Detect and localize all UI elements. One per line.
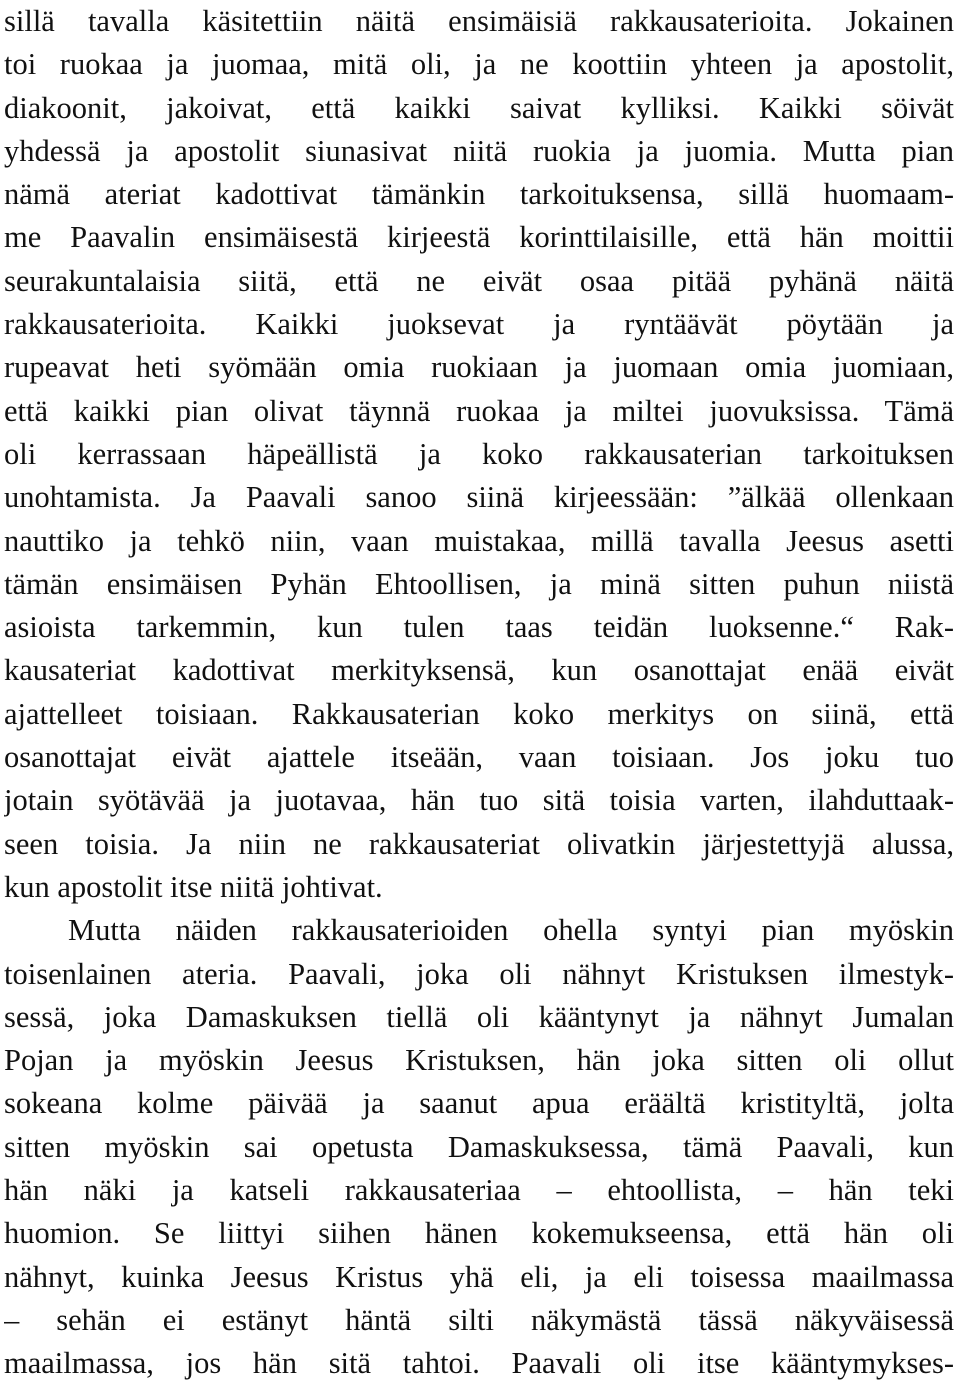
text-line: toisenlainen ateria. Paavali, joka oli nähnyt Kristuksen ilmestyk-	[4, 956, 954, 991]
text-line: Mutta näiden rakkausaterioiden ohella syntyi pian myöskin	[68, 913, 954, 948]
text-line: tämän ensimäisen Pyhän Ehtoollisen, ja minä sitten puhun niistä	[4, 566, 954, 601]
text-line: – sehän ei estänyt häntä silti näkymästä tässä näkyväisessä	[4, 1302, 954, 1337]
text-line: huomion. Se liittyi siihen hänen kokemukseensa, että hän oli	[4, 1216, 954, 1251]
text-line: ajattelleet toisiaan. Rakkausaterian koko merkitys on siinä, että	[4, 696, 954, 731]
text-line: seurakuntalaisia siitä, että ne eivät osaa pitää pyhänä näitä	[4, 263, 954, 298]
text-line: osanottajat eivät ajattele itseään, vaan toisiaan. Jos joku tuo	[4, 740, 954, 775]
text-line: diakoonit, jakoivat, että kaikki saivat kylliksi. Kaikki söivät	[4, 90, 954, 125]
text-line: hän näki ja katseli rakkausateriaa – ehtoollista, – hän teki	[4, 1173, 954, 1208]
text-line: sokeana kolme päivää ja saanut apua eräältä kristityltä, jolta	[4, 1086, 954, 1121]
text-line: sitten myöskin sai opetusta Damaskuksessa, tämä Paavali, kun	[4, 1129, 954, 1164]
text-line: jotain syötävää ja juotavaa, hän tuo sitä toisia varten, ilahduttaak-	[4, 783, 954, 818]
text-line: nämä ateriat kadottivat tämänkin tarkoituksensa, sillä huomaam-	[4, 177, 954, 212]
text-line: nähnyt, kuinka Jeesus Kristus yhä eli, ja eli toisessa maailmassa	[4, 1259, 954, 1294]
text-line: sessä, joka Damaskuksen tiellä oli kääntynyt ja nähnyt Jumalan	[4, 999, 954, 1034]
text-line: yhdessä ja apostolit siunasivat niitä ruokia ja juomia. Mutta pian	[4, 133, 954, 168]
document-page	[4, 0, 954, 1386]
text-line: seen toisia. Ja niin ne rakkausateriat olivatkin järjestettyjä alussa,	[4, 826, 954, 861]
text-line: rakkausaterioita. Kaikki juoksevat ja ryntäävät pöytään ja	[4, 307, 954, 342]
text-line: oli kerrassaan häpeällistä ja koko rakkausaterian tarkoituksen	[4, 436, 954, 471]
text-line: toi ruokaa ja juomaa, mitä oli, ja ne koottiin yhteen ja apostolit,	[4, 47, 954, 82]
text-line: asioista tarkemmin, kun tulen taas teidän luoksenne.“ Rak-	[4, 610, 954, 645]
text-line: kausateriat kadottivat merkityksensä, kun osanottajat enää eivät	[4, 653, 954, 688]
text-line: kun apostolit itse niitä johtivat.	[4, 869, 383, 904]
text-line: että kaikki pian olivat täynnä ruokaa ja miltei juovuksissa. Tämä	[4, 393, 954, 428]
text-line: maailmassa, jos hän sitä tahtoi. Paavali oli itse kääntymykses-	[4, 1346, 954, 1381]
text-line: sillä tavalla käsitettiin näitä ensimäisiä rakkausaterioita. Jokainen	[4, 4, 954, 38]
text-line: rupeavat heti syömään omia ruokiaan ja juomaan omia juomiaan,	[4, 350, 954, 385]
text-line: Pojan ja myöskin Jeesus Kristuksen, hän joka sitten oli ollut	[4, 1043, 954, 1078]
text-line: me Paavalin ensimäisestä kirjeestä korinttilaisille, että hän moittii	[4, 220, 954, 255]
text-line: unohtamista. Ja Paavali sanoo siinä kirjeessään: ”älkää ollenkaan	[4, 480, 954, 515]
text-line: nauttiko ja tehkö niin, vaan muistakaa, millä tavalla Jeesus asetti	[4, 523, 954, 558]
